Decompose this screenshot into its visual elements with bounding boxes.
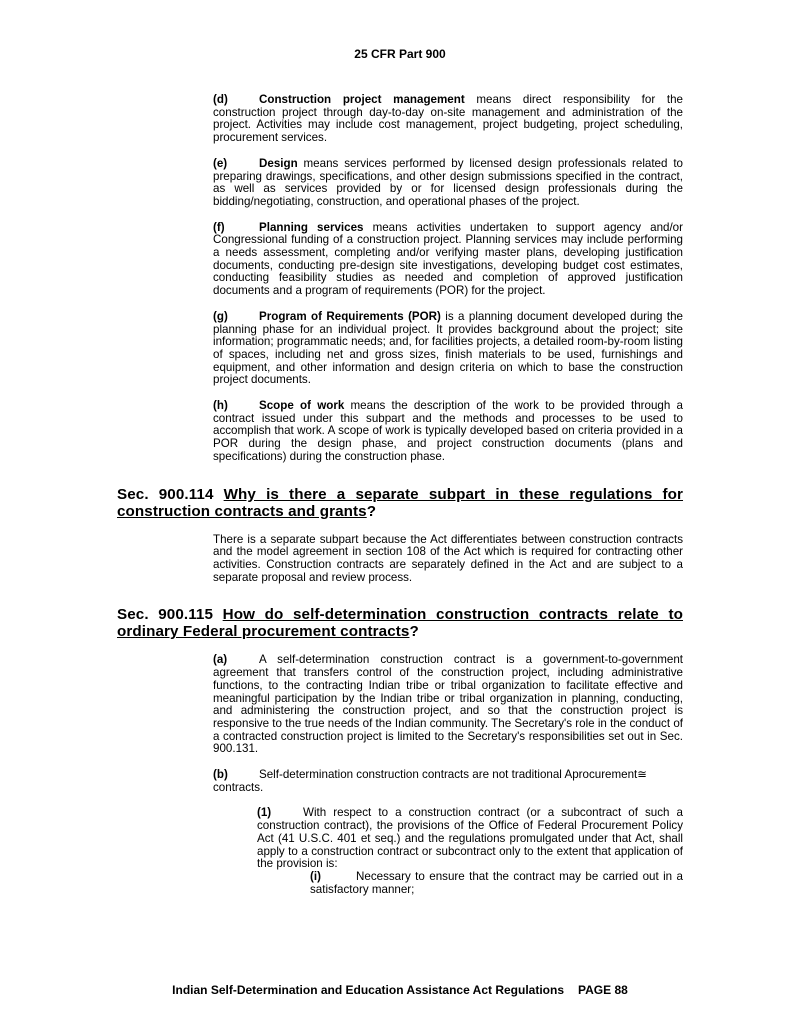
paragraph-text: A self-determination construction contract is a government-to-government agreement that transfers control of the construction project, including administrative functions, to the contracting Indian tribe or tribal organization to facilitate effective and meaningful participation by the Indian tribe or tribal organization in planning, conducting, and administering the construction project, and so that the construction project is responsive to the true needs of the Indian community. The Secretary's role in the conduct of a contracted construction project is limited to the Secretary's responsibilities set out in Sec. 900.131. — [213, 653, 683, 756]
definition-term: Design — [259, 156, 298, 170]
section-question: Why is there a separate subpart in these regulations for construction contracts and grants — [117, 485, 684, 520]
section-question: How do self-determination construction contracts relate to ordinary Federal procurement contracts — [117, 606, 683, 641]
section-number: Sec. 900.115 — [117, 606, 223, 624]
definition-label: (d) — [213, 93, 228, 106]
section-number: Sec. 900.114 — [117, 485, 224, 503]
definition-text: is a planning document developed during the planning phase for an individual project. It provides background about the project; site information; programmatic needs; and, for facilities projects, a detailed room-by-room listing of spaces, including net and gross sizes, finish materials to be used, furnishings and equipment, and other information and design criteria on which to base the construction project documents. — [213, 309, 683, 387]
paragraph-label: (1) — [257, 806, 272, 820]
paragraph-b-1 — [117, 807, 683, 871]
paragraph-label: (a) — [213, 653, 228, 667]
paragraph-label: (i) — [310, 869, 321, 883]
definition-d — [117, 94, 683, 145]
paragraph-label: (b) — [213, 768, 228, 782]
paragraph-a — [117, 654, 683, 756]
definition-term: Scope of work — [259, 399, 345, 413]
definition-g — [117, 311, 683, 387]
definition-text: means direct responsibility for the construction project through day-to-day on-site management and administration of the project. Activities may include cost management, project budgeting, project scheduling, procurement services. — [213, 93, 683, 145]
definition-label: (g) — [213, 309, 228, 323]
definition-text: means activities undertaken to support agency and/or Congressional funding of a construction project. Planning services may include performing a needs assessment, completing and/or verifying master plans, developing justification documents, conducting pre-design site investigations, developing budget cost estimates, conducting feasibility studies as needed and completion of approved justification documents and a program of requirements (POR) for the project. — [213, 220, 683, 298]
definition-text: means services performed by licensed design professionals related to preparing drawings, specifications, and other design submissions specified in the contract, as well as services provided by or for licensed design professionals during the bidding/negotiating, construction, and operational phases of the project. — [213, 156, 683, 208]
paragraph-text: Self-determination construction contracts are not traditional Aprocurement≅ contracts. — [213, 768, 647, 794]
definition-label: (e) — [213, 156, 228, 170]
section-heading-900-114 — [117, 486, 683, 520]
definition-term: Construction project management — [259, 93, 465, 106]
footer-title: Indian Self-Determination and Education Assistance Act Regulations — [172, 983, 565, 997]
definition-text: means the description of the work to be provided through a contract issued under this subpart and the methods and processes to be used to accomplish that work. A scope of work is typically developed based on criteria provided in a POR during the design phase, and project construction documents (plans and specifications) during the construction phase. — [213, 399, 683, 463]
paragraph-b-1-i — [117, 871, 683, 896]
section-heading-900-115 — [117, 606, 683, 640]
definition-f — [117, 222, 683, 298]
definition-h — [117, 400, 683, 464]
paragraph-text: Necessary to ensure that the contract may be carried out in a satisfactory manner; — [310, 869, 683, 896]
paragraph-b — [117, 769, 683, 794]
page-footer — [0, 983, 800, 997]
page-header: 25 CFR Part 900 — [354, 47, 446, 61]
definition-label: (f) — [213, 220, 225, 234]
paragraph-text: With respect to a construction contract (or a subcontract of such a construction contract), the provisions of the Office of Federal Procurement Policy Act (41 U.S.C. 401 et seq.) and the regulations promulgated under that Act, shall apply to a construction contract or subcontract only to the extent that application of the provision is: — [257, 806, 683, 871]
section-body-900-114: There is a separate subpart because the Act differentiates between construction contracts and the model agreement in section 108 of the Act which is required for contracting other activities. Construction contracts are separately defined in the Act and are subject to a separate proposal and review process. — [213, 532, 683, 584]
definition-label: (h) — [213, 399, 228, 413]
definition-term: Program of Requirements (POR) — [259, 309, 441, 323]
definition-e — [117, 158, 683, 209]
definition-term: Planning services — [259, 220, 364, 234]
page-number: PAGE 88 — [578, 983, 628, 997]
section-question-mark: ? — [366, 502, 377, 520]
section-question-mark: ? — [409, 623, 419, 641]
document-body — [117, 94, 683, 909]
